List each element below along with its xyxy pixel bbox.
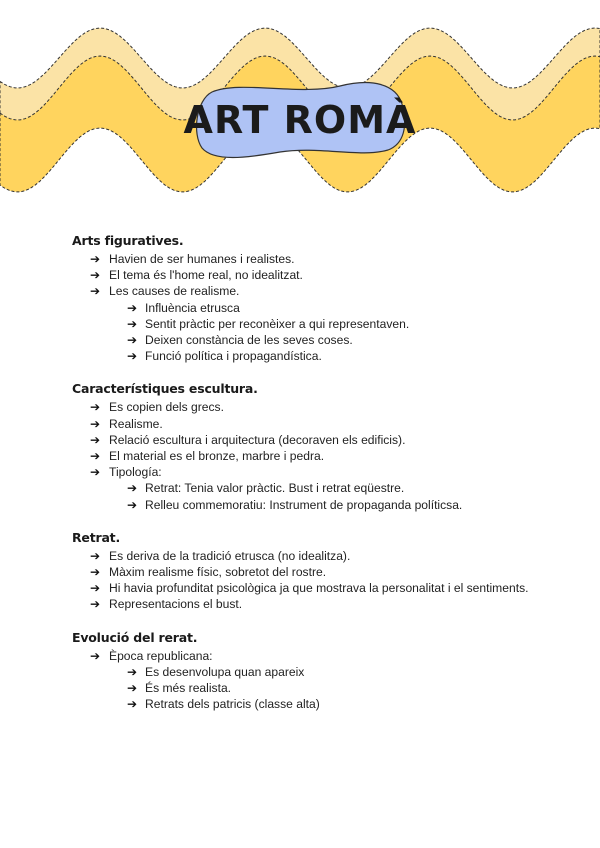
section — [72, 233, 572, 364]
list-item-text: Retrat: Tenia valor pràctic. Bust i retrat eqüestre. — [145, 481, 405, 496]
list-item-text: Funció política i propagandística. — [145, 349, 322, 364]
list-item — [72, 448, 572, 464]
list-item — [72, 548, 572, 564]
arrow-right-icon: ➔ — [127, 333, 138, 348]
list-item — [72, 316, 572, 332]
list-item-text: El tema és l'home real, no idealitzat. — [109, 268, 303, 283]
list-item — [72, 399, 572, 415]
list-item-text: Relleu commemoratiu: Instrument de propaganda políticsa. — [145, 497, 463, 512]
section-heading: Característiques escultura. — [72, 381, 258, 397]
title-area — [0, 0, 600, 200]
arrow-right-icon: ➔ — [90, 400, 101, 415]
arrow-right-icon: ➔ — [127, 664, 138, 679]
list-item — [72, 480, 572, 496]
list-item-text: Havien de ser humanes i realistes. — [109, 252, 295, 266]
list-item — [72, 348, 572, 364]
section-heading: Evolució del rerat. — [72, 629, 198, 645]
list-item — [72, 300, 572, 316]
list-item — [72, 664, 572, 680]
page-title: ART ROMÀ — [183, 98, 417, 142]
list-item — [72, 564, 572, 580]
list-item-text: Es copien dels grecs. — [109, 400, 224, 415]
list-item-text: El material es el bronze, marbre i pedra. — [109, 449, 325, 464]
list-item — [72, 416, 572, 432]
bullet-list — [72, 399, 572, 512]
arrow-right-icon: ➔ — [127, 681, 138, 696]
list-item-text: Influència etrusca — [145, 300, 240, 315]
arrow-right-icon: ➔ — [90, 432, 101, 447]
section — [72, 381, 572, 512]
section — [72, 630, 572, 713]
arrow-right-icon: ➔ — [127, 481, 138, 496]
arrow-right-icon: ➔ — [90, 565, 101, 580]
list-item-text: Relació escultura i arquitectura (decoraven els edificis). — [109, 432, 406, 447]
arrow-right-icon: ➔ — [90, 284, 101, 299]
list-item — [72, 464, 572, 480]
arrow-right-icon: ➔ — [90, 597, 101, 612]
list-item — [72, 332, 572, 348]
arrow-right-icon: ➔ — [127, 497, 138, 512]
bullet-list — [72, 648, 572, 713]
arrow-right-icon: ➔ — [90, 449, 101, 464]
bullet-list — [72, 251, 572, 364]
list-item — [72, 596, 572, 612]
arrow-right-icon: ➔ — [127, 300, 138, 315]
arrow-right-icon: ➔ — [90, 581, 101, 596]
list-item-text: Deixen constància de les seves coses. — [145, 333, 353, 348]
list-item — [72, 497, 572, 513]
list-item-text: Tipología: — [109, 465, 162, 480]
list-item-text: Hi havia profunditat psicològica ja que mostrava la personalitat i el sentiments. — [109, 581, 529, 596]
list-item — [72, 580, 572, 596]
list-item — [72, 267, 572, 283]
list-item — [72, 696, 572, 712]
list-item-text: Sentit pràctic per reconèixer a qui representaven. — [145, 316, 410, 331]
list-item-text: Es deriva de la tradició etrusca (no idealitza). — [109, 548, 351, 563]
arrow-right-icon: ➔ — [90, 465, 101, 480]
list-item — [72, 680, 572, 696]
arrow-right-icon: ➔ — [127, 697, 138, 712]
arrow-right-icon: ➔ — [127, 349, 138, 364]
list-item-text: Representacions el bust. — [109, 597, 243, 612]
list-item — [72, 283, 572, 299]
list-item-text: És més realista. — [145, 681, 232, 696]
list-item-text: Es desenvolupa quan apareix — [145, 664, 305, 679]
section-heading: Arts figuratives. — [72, 233, 184, 248]
notes-content — [72, 233, 572, 729]
arrow-right-icon: ➔ — [90, 268, 101, 283]
list-item-text: Les causes de realisme. — [109, 284, 240, 299]
arrow-right-icon: ➔ — [90, 416, 101, 431]
bullet-list — [72, 548, 572, 613]
list-item-text: Retrats dels patricis (classe alta) — [145, 697, 320, 712]
arrow-right-icon: ➔ — [90, 252, 101, 266]
list-item-text: Època republicana: — [109, 648, 213, 663]
arrow-right-icon: ➔ — [90, 548, 101, 563]
list-item — [72, 648, 572, 664]
arrow-right-icon: ➔ — [127, 316, 138, 331]
section-heading: Retrat. — [72, 529, 121, 545]
list-item-text: Realisme. — [109, 416, 163, 431]
list-item-text: Màxim realisme físic, sobretot del rostre. — [109, 565, 327, 580]
list-item — [72, 251, 572, 267]
arrow-right-icon: ➔ — [90, 648, 101, 663]
list-item — [72, 432, 572, 448]
section — [72, 530, 572, 613]
